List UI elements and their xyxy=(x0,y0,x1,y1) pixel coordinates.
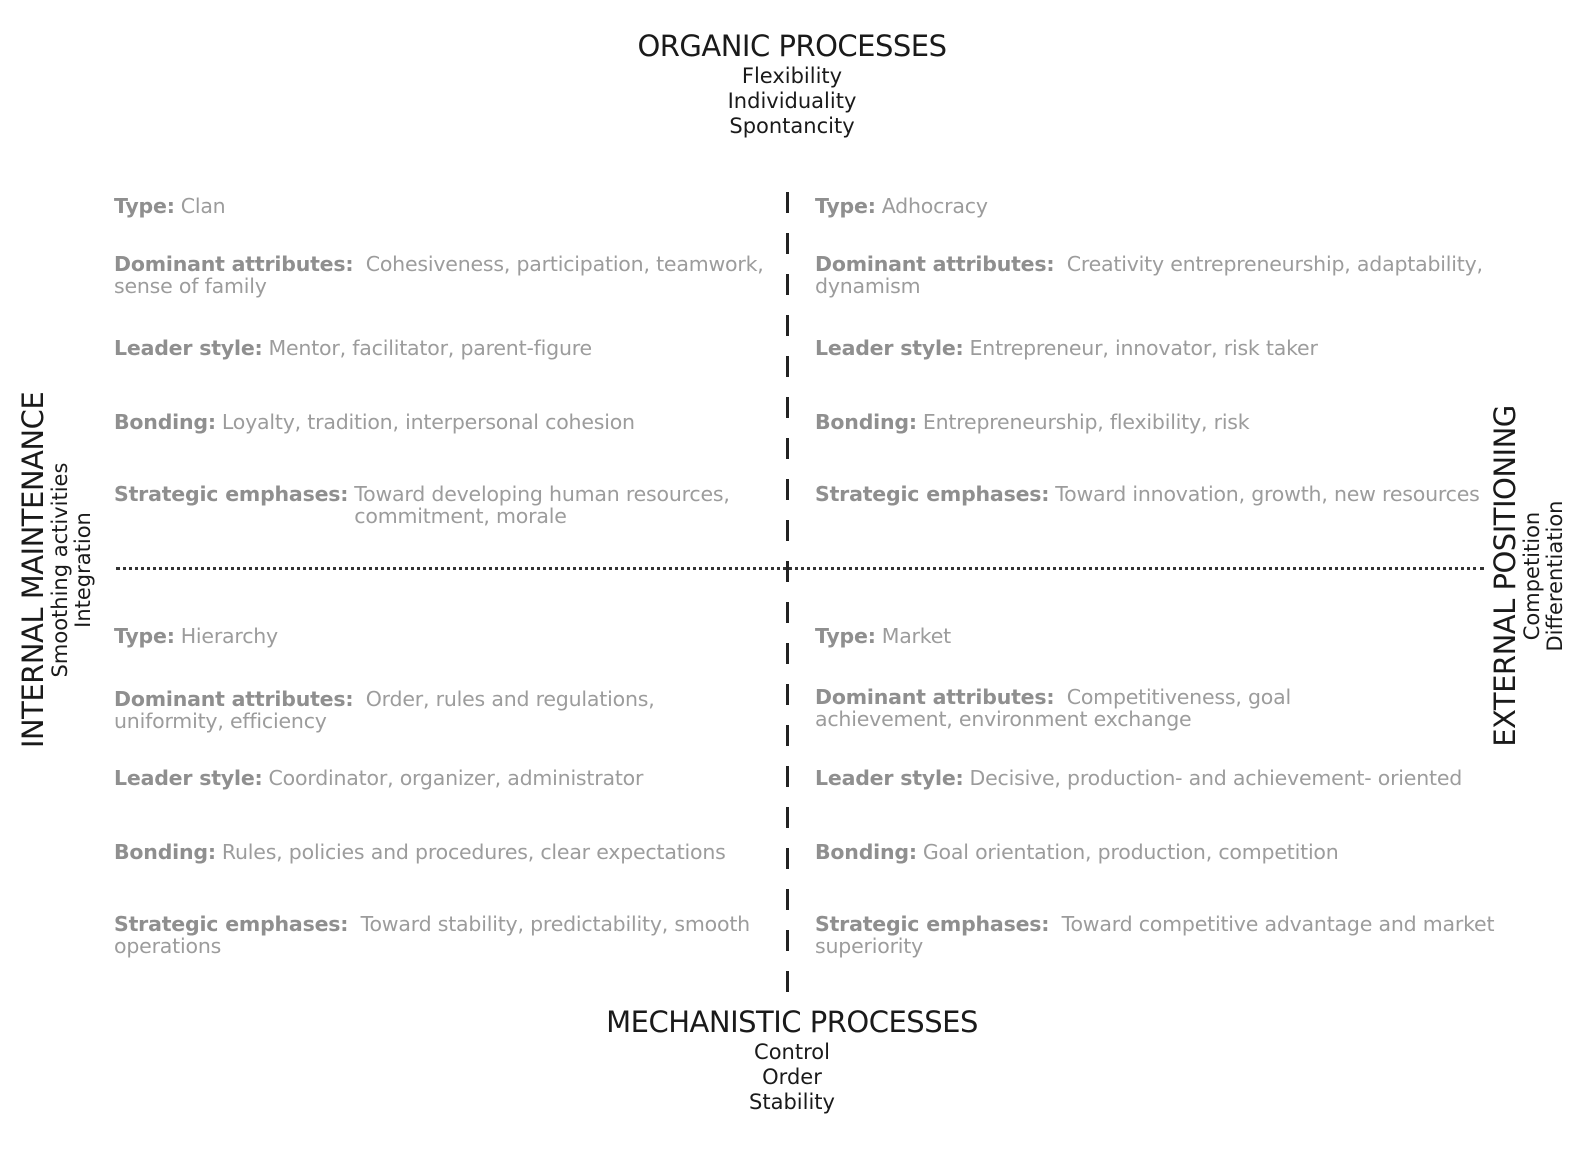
leader-style-label: Leader style: xyxy=(815,336,964,360)
leader-style-label: Leader style: xyxy=(114,766,263,790)
dominant-attributes-label: Dominant attributes: xyxy=(815,685,1055,709)
dominant-attributes-value: Cohesiveness, participation, teamwork, sense of family xyxy=(114,252,764,298)
horizontal-dotted-divider xyxy=(116,567,1484,570)
top-axis-item: Flexibility xyxy=(741,64,843,88)
strategic-emphases-row xyxy=(114,913,770,957)
type-value: Market xyxy=(881,624,951,648)
top-axis-label xyxy=(0,28,1584,139)
leader-style-row xyxy=(815,767,1505,789)
bonding-value: Loyalty, tradition, interpersonal cohesion xyxy=(221,410,635,434)
bottom-axis-label xyxy=(0,1004,1584,1115)
leader-style-row xyxy=(815,337,1505,359)
strategic-emphases-value: Toward developing human resources, commitment, morale xyxy=(354,482,730,528)
leader-style-value: Decisive, production- and achievement- oriented xyxy=(969,766,1463,790)
dominant-attributes-label: Dominant attributes: xyxy=(114,687,354,711)
bonding-row xyxy=(114,411,770,433)
type-row xyxy=(815,195,1505,217)
type-label: Type: xyxy=(114,194,175,218)
leader-style-value: Mentor, facilitator, parent-figure xyxy=(268,336,592,360)
bonding-label: Bonding: xyxy=(815,410,917,434)
strategic-emphases-label: Strategic emphases: xyxy=(815,912,1050,936)
type-row xyxy=(815,625,1505,647)
strategic-emphases-label: Strategic emphases: xyxy=(114,912,349,936)
right-axis-item: Competition xyxy=(1520,511,1544,641)
right-axis-item: Differentiation xyxy=(1543,500,1567,652)
dominant-attributes-row xyxy=(815,686,1415,730)
type-value: Hierarchy xyxy=(180,624,278,648)
bottom-axis-item: Control xyxy=(754,1040,830,1064)
bottom-axis-item: Stability xyxy=(749,1090,835,1114)
type-value: Clan xyxy=(180,194,226,218)
strategic-emphases-value: Toward innovation, growth, new resources xyxy=(1055,482,1480,506)
bonding-row xyxy=(114,841,770,863)
bonding-label: Bonding: xyxy=(815,840,917,864)
type-label: Type: xyxy=(815,194,876,218)
bottom-axis-item: Order xyxy=(762,1065,822,1089)
leader-style-value: Entrepreneur, innovator, risk taker xyxy=(969,336,1318,360)
strategic-emphases-value: Toward competitive advantage and market superiority xyxy=(815,912,1495,958)
bonding-label: Bonding: xyxy=(114,840,216,864)
left-axis-label xyxy=(17,392,95,748)
strategic-emphases-row xyxy=(815,913,1505,957)
left-axis-item: Smoothing activities xyxy=(48,462,72,678)
bottom-axis-title: MECHANISTIC PROCESSES xyxy=(606,1005,978,1039)
bonding-label: Bonding: xyxy=(114,410,216,434)
dominant-attributes-value: Competitiveness, goal achievement, environment exchange xyxy=(815,685,1291,731)
leader-style-row xyxy=(114,767,770,789)
type-row xyxy=(114,195,770,217)
type-row xyxy=(114,625,770,647)
type-label: Type: xyxy=(114,624,175,648)
dominant-attributes-label: Dominant attributes: xyxy=(114,252,354,276)
leader-style-value: Coordinator, organizer, administrator xyxy=(268,766,644,790)
right-axis-label xyxy=(1489,405,1567,747)
dominant-attributes-label: Dominant attributes: xyxy=(815,252,1055,276)
top-axis-item: Individuality xyxy=(727,89,857,113)
leader-style-row xyxy=(114,337,770,359)
dominant-attributes-row xyxy=(815,253,1505,297)
bonding-value: Rules, policies and procedures, clear expectations xyxy=(221,840,726,864)
bonding-row xyxy=(815,411,1505,433)
top-axis-item: Spontancity xyxy=(729,114,855,138)
bonding-value: Entrepreneurship, flexibility, risk xyxy=(922,410,1250,434)
bonding-value: Goal orientation, production, competition xyxy=(922,840,1339,864)
left-axis-title: INTERNAL MAINTENANCE xyxy=(16,391,50,749)
right-axis-title: EXTERNAL POSITIONING xyxy=(1488,405,1522,747)
leader-style-label: Leader style: xyxy=(114,336,263,360)
dominant-attributes-value: Creativity entrepreneurship, adaptability, dynamism xyxy=(815,252,1483,298)
strategic-emphases-row xyxy=(815,483,1505,505)
strategic-emphases-value: Toward stability, predictability, smooth operations xyxy=(114,912,750,958)
vertical-dashed-divider xyxy=(786,192,789,992)
type-label: Type: xyxy=(815,624,876,648)
type-value: Adhocracy xyxy=(881,194,988,218)
bonding-row xyxy=(815,841,1505,863)
dominant-attributes-row xyxy=(114,253,770,297)
dominant-attributes-row xyxy=(114,688,770,732)
strategic-emphases-label: Strategic emphases: xyxy=(114,482,349,506)
strategic-emphases-label: Strategic emphases: xyxy=(815,482,1050,506)
leader-style-label: Leader style: xyxy=(815,766,964,790)
left-axis-item: Integration xyxy=(71,512,95,628)
strategic-emphases-row xyxy=(114,483,770,527)
top-axis-title: ORGANIC PROCESSES xyxy=(637,29,947,63)
dominant-attributes-value: Order, rules and regulations, uniformity, efficiency xyxy=(114,687,655,733)
